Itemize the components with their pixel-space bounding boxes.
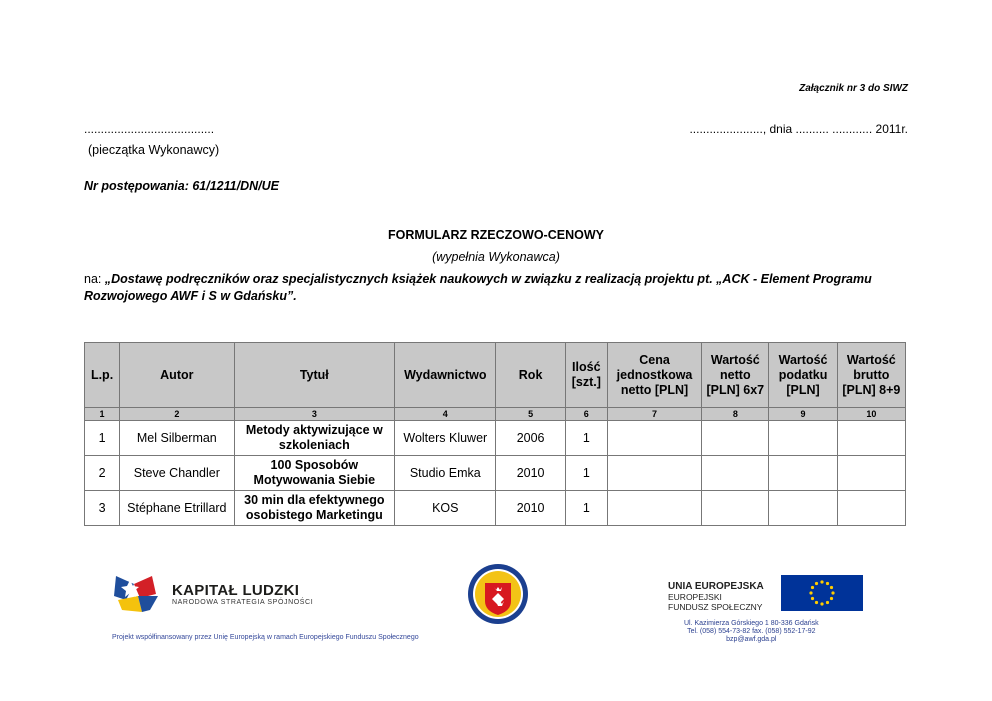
form-subtitle: (wypełnia Wykonawca) bbox=[432, 250, 560, 264]
kapital-ludzki-logo bbox=[112, 570, 162, 614]
column-number-row bbox=[85, 408, 906, 421]
cell-publisher: KOS bbox=[395, 491, 496, 526]
date-line: ......................, dnia .......... ............ 2011r. bbox=[689, 122, 908, 136]
cell-unit-price[interactable] bbox=[607, 421, 701, 456]
table-header-row bbox=[85, 343, 906, 408]
cell-tax-value[interactable] bbox=[769, 421, 837, 456]
cell-net-value[interactable] bbox=[702, 421, 769, 456]
cell-title: 30 min dla efektywnego osobistego Marketingu bbox=[234, 491, 395, 526]
eu-label bbox=[668, 582, 764, 612]
cell-lp: 2 bbox=[85, 456, 120, 491]
table-row bbox=[85, 491, 906, 526]
stamp-label: (pieczątka Wykonawcy) bbox=[88, 143, 220, 157]
cell-publisher: Wolters Kluwer bbox=[395, 421, 496, 456]
cell-gross-value[interactable] bbox=[837, 456, 905, 491]
header-cell: Wartość netto [PLN] 6x7 bbox=[702, 343, 769, 408]
cell-year: 2006 bbox=[496, 421, 565, 456]
eu-line-2: EUROPEJSKI bbox=[668, 592, 722, 602]
column-number: 5 bbox=[496, 408, 565, 421]
column-number: 8 bbox=[702, 408, 769, 421]
table-row bbox=[85, 421, 906, 456]
column-number: 6 bbox=[565, 408, 607, 421]
cell-gross-value[interactable] bbox=[837, 491, 905, 526]
kapital-ludzki-title: KAPITAŁ LUDZKI bbox=[172, 582, 300, 599]
form-title: FORMULARZ RZECZOWO-CENOWY bbox=[388, 228, 604, 242]
cell-author: Mel Silberman bbox=[120, 421, 234, 456]
cell-lp: 3 bbox=[85, 491, 120, 526]
table-row bbox=[85, 456, 906, 491]
cell-title: 100 Sposobów Motywowania Siebie bbox=[234, 456, 395, 491]
column-number: 3 bbox=[234, 408, 395, 421]
cell-author: Stéphane Etrillard bbox=[120, 491, 234, 526]
gdansk-crest-icon bbox=[467, 563, 529, 625]
kapital-ludzki-subtitle: NARODOWA STRATEGIA SPÓJNOŚCI bbox=[172, 599, 314, 606]
column-number: 1 bbox=[85, 408, 120, 421]
cell-tax-value[interactable] bbox=[769, 456, 837, 491]
form-subject bbox=[84, 271, 914, 305]
cell-publisher: Studio Emka bbox=[395, 456, 496, 491]
cell-year: 2010 bbox=[496, 456, 565, 491]
cell-author: Steve Chandler bbox=[120, 456, 234, 491]
subject-text: „Dostawę podręczników oraz specjalistycznych książek naukowych w związku z realizacją projektu pt. „ACK - Element Programu Rozwojowego AWF i S w Gdańsku”. bbox=[84, 272, 872, 303]
cell-quantity: 1 bbox=[565, 491, 607, 526]
cell-gross-value[interactable] bbox=[837, 421, 905, 456]
phone-line: Tel. (058) 554-73-82 fax. (058) 552-17-92 bbox=[687, 628, 816, 635]
cell-tax-value[interactable] bbox=[769, 491, 837, 526]
header-cell: Ilość [szt.] bbox=[565, 343, 607, 408]
procedure-number: Nr postępowania: 61/1211/DN/UE bbox=[84, 179, 279, 193]
column-number: 10 bbox=[837, 408, 905, 421]
stamp-dots: ....................................... bbox=[84, 122, 215, 136]
eu-line-1: UNIA EUROPEJSKA bbox=[668, 581, 764, 592]
header-cell: Wartość podatku [PLN] bbox=[769, 343, 837, 408]
header-cell: Cena jednostkowa netto [PLN] bbox=[607, 343, 701, 408]
header-cell: Wartość brutto [PLN] 8+9 bbox=[837, 343, 905, 408]
cell-quantity: 1 bbox=[565, 456, 607, 491]
price-form-table bbox=[84, 342, 906, 526]
email-link[interactable]: bzp@awf.gda.pl bbox=[726, 636, 777, 643]
header-cell: Wydawnictwo bbox=[395, 343, 496, 408]
cell-unit-price[interactable] bbox=[607, 456, 701, 491]
column-number: 7 bbox=[607, 408, 701, 421]
subject-prefix: na: bbox=[84, 272, 105, 286]
cell-net-value[interactable] bbox=[702, 491, 769, 526]
attachment-label: Załącznik nr 3 do SIWZ bbox=[799, 83, 908, 94]
cell-unit-price[interactable] bbox=[607, 491, 701, 526]
cell-year: 2010 bbox=[496, 491, 565, 526]
cell-title: Metody aktywizujące w szkoleniach bbox=[234, 421, 395, 456]
address-block bbox=[684, 620, 819, 644]
cell-quantity: 1 bbox=[565, 421, 607, 456]
cofinance-note: Projekt współfinansowany przez Unię Europejską w ramach Europejskiego Funduszu Społecznego bbox=[112, 634, 419, 641]
header-cell: L.p. bbox=[85, 343, 120, 408]
column-number: 4 bbox=[395, 408, 496, 421]
eu-line-3: FUNDUSZ SPOŁECZNY bbox=[668, 602, 763, 612]
address-line: Ul. Kazimierza Górskiego 1 80-336 Gdańsk bbox=[684, 620, 819, 627]
cell-net-value[interactable] bbox=[702, 456, 769, 491]
cell-lp: 1 bbox=[85, 421, 120, 456]
column-number: 9 bbox=[769, 408, 837, 421]
header-cell: Autor bbox=[120, 343, 234, 408]
column-number: 2 bbox=[120, 408, 234, 421]
header-cell: Tytuł bbox=[234, 343, 395, 408]
eu-flag-icon bbox=[781, 575, 863, 611]
header-cell: Rok bbox=[496, 343, 565, 408]
